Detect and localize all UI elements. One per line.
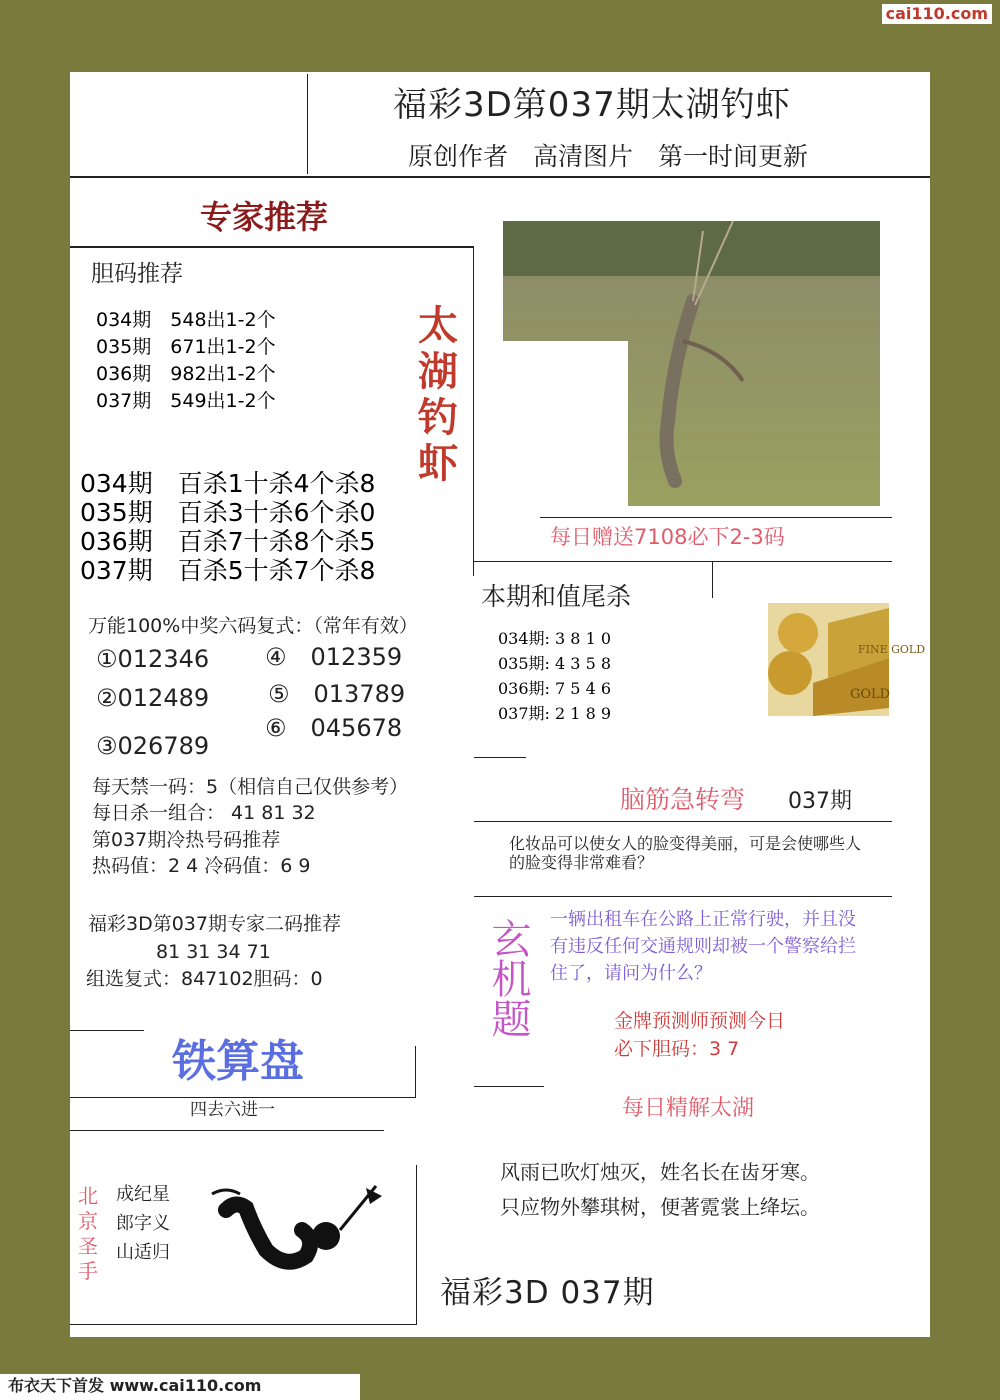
- expert-right-border: [473, 246, 474, 576]
- list-item: [498, 626, 611, 651]
- expert-heading-line: [70, 246, 474, 248]
- dan-value: 671出1-2个: [170, 336, 276, 358]
- issue-label: 034期:: [498, 629, 550, 648]
- issue-label: 035期: [96, 336, 152, 358]
- gold-bar-label: GOLD: [850, 687, 891, 702]
- issue-label: 036期: [96, 363, 152, 385]
- issue-label: 035期:: [498, 654, 550, 673]
- issue-label: 034期: [96, 309, 152, 331]
- divider: [415, 1046, 416, 1098]
- divider: [70, 1030, 144, 1031]
- six-code-item: ④ 012359: [265, 643, 403, 671]
- tiesuanpan-sub: 四去六进一: [190, 1100, 275, 1120]
- list-item: [80, 493, 376, 527]
- kill-list: [80, 464, 376, 585]
- divider: [712, 562, 713, 598]
- site-badge[interactable]: cai110.com: [882, 4, 992, 24]
- sum-list: [498, 626, 612, 723]
- gold-bar-label: FINE GOLD: [858, 643, 926, 656]
- list-item: [498, 676, 611, 701]
- ban-one-code: 每天禁一码：5（相信自己仅供参考）: [92, 776, 409, 798]
- divider: [70, 1130, 384, 1131]
- divider: [474, 821, 892, 822]
- vertical-char: 圣: [78, 1234, 98, 1258]
- brain-teaser-issue: 037期: [788, 789, 852, 814]
- tiesuanpan-vertical-label: [78, 1180, 100, 1283]
- divider: [474, 561, 892, 562]
- gold-predict-values: 必下胆码：3 7: [614, 1038, 740, 1060]
- dan-value: 549出1-2个: [170, 390, 276, 412]
- list-item: [498, 701, 612, 723]
- bottom-bar-text[interactable]: 布衣天下首发 www.cai110.com: [8, 1376, 262, 1395]
- header-bottom-line: [70, 176, 930, 178]
- divider: [474, 757, 526, 758]
- issue-label: 037期: [96, 390, 152, 412]
- riddle-text: 一辆出租车在公路上正常行驶，并且没有违反任何交通规则却被一个警察给拦住了，请问为什么？: [550, 909, 856, 984]
- issue-label: 037期: [80, 556, 153, 585]
- gold-bars-photo: [768, 603, 926, 716]
- issue-label: 036期:: [498, 679, 550, 698]
- divider: [540, 517, 892, 518]
- six-code-item: ⑥ 045678: [265, 714, 403, 742]
- divider: [416, 1165, 417, 1325]
- vertical-char: 手: [78, 1259, 98, 1283]
- list-item: [80, 464, 376, 498]
- list-item: [96, 359, 276, 386]
- issue-label: 036期: [80, 527, 153, 556]
- poem-line: 风雨已吹灯烛灭，姓名长在齿牙寒。: [500, 1160, 820, 1184]
- six-code-item: ③026789: [96, 732, 210, 760]
- divider: [474, 896, 892, 897]
- page-subtitle: 原创作者 高清图片 第一时间更新: [408, 142, 809, 171]
- group-combo: 组选复式：847102胆码：0: [86, 968, 323, 990]
- side-title-char: 虾: [418, 441, 458, 487]
- dan-title: 胆码推荐: [91, 261, 183, 287]
- gift-text: 每日赠送7108必下2-3码: [550, 525, 785, 549]
- side-title-vertical: [418, 303, 464, 487]
- poem-line: 只应物外攀琪树，便著霓裳上绛坛。: [500, 1195, 820, 1219]
- expert-heading: 专家推荐: [194, 201, 334, 233]
- issue-label: 035期: [80, 498, 153, 527]
- list-item: [80, 522, 376, 556]
- side-title-char: 湖: [418, 349, 458, 395]
- dan-value: 982出1-2个: [170, 363, 276, 385]
- six-code-item: ①012346: [96, 645, 210, 673]
- sum-title: 本期和值尾杀: [481, 582, 632, 611]
- kill-value: 百杀5十杀7个杀8: [177, 556, 376, 585]
- list-item: [96, 305, 276, 332]
- divider: [70, 1324, 417, 1325]
- tiesuanpan-line: 山适归: [116, 1242, 170, 1263]
- hotcold-title: 第037期冷热号码推荐: [92, 829, 281, 851]
- gold-predict-title: 金牌预测师预测今日: [614, 1010, 786, 1032]
- brain-teaser-question: 化妆品可以使女人的脸变得美丽，可是会使哪些人的脸变得非常难看？: [509, 834, 862, 872]
- tiesuanpan-line: 郎字义: [116, 1213, 170, 1234]
- kill-group: 每日杀一组合： 41 81 32: [92, 802, 316, 824]
- sum-values: 3 8 1 0: [555, 629, 612, 648]
- six-code-item: ②012489: [96, 684, 210, 712]
- dan-value: 548出1-2个: [170, 309, 276, 331]
- six-code-item: ⑤ 013789: [268, 680, 406, 708]
- riddle-label: 玄机题: [485, 918, 531, 1038]
- sum-values: 2 1 8 9: [555, 704, 612, 723]
- dan-list: [96, 305, 276, 412]
- divider: [70, 1097, 416, 1098]
- kill-value: 百杀1十杀4个杀8: [177, 469, 376, 498]
- hotcold-values: 热码值：2 4 冷码值：6 9: [92, 855, 311, 877]
- shrimp-photo: [503, 221, 880, 506]
- list-item: [498, 651, 611, 676]
- divider: [474, 1086, 544, 1087]
- footer-title: 福彩3D 037期: [440, 1275, 655, 1311]
- list-item: [80, 551, 376, 585]
- side-title-char: 太: [418, 303, 458, 349]
- fishing-silhouette-icon: [206, 1170, 386, 1280]
- page-title: 福彩3D第037期太湖钓虾: [393, 85, 791, 125]
- sum-values: 7 5 4 6: [555, 679, 612, 698]
- kill-value: 百杀7十杀8个杀5: [177, 527, 376, 556]
- issue-label: 034期: [80, 469, 153, 498]
- kill-value: 百杀3十杀6个杀0: [177, 498, 376, 527]
- header-divider: [307, 74, 308, 174]
- two-code-title: 福彩3D第037期专家二码推荐: [88, 913, 341, 935]
- side-title-char: 钓: [418, 395, 458, 441]
- two-code-values: 81 31 34 71: [156, 941, 271, 963]
- brain-teaser-title: 脑筋急转弯: [620, 785, 746, 814]
- tiesuanpan-title: 铁算盘: [172, 1036, 304, 1087]
- issue-label: 037期:: [498, 704, 550, 723]
- vertical-char: 北: [78, 1184, 98, 1208]
- vertical-char: 京: [78, 1209, 98, 1233]
- list-item: [96, 332, 276, 359]
- six-code-title: 万能100%中奖六码复式：（常年有效）: [88, 615, 418, 637]
- list-item: [96, 386, 276, 412]
- daily-title: 每日精解太湖: [622, 1096, 755, 1121]
- sum-values: 4 3 5 8: [555, 654, 612, 673]
- tiesuanpan-line: 成纪星: [116, 1184, 170, 1205]
